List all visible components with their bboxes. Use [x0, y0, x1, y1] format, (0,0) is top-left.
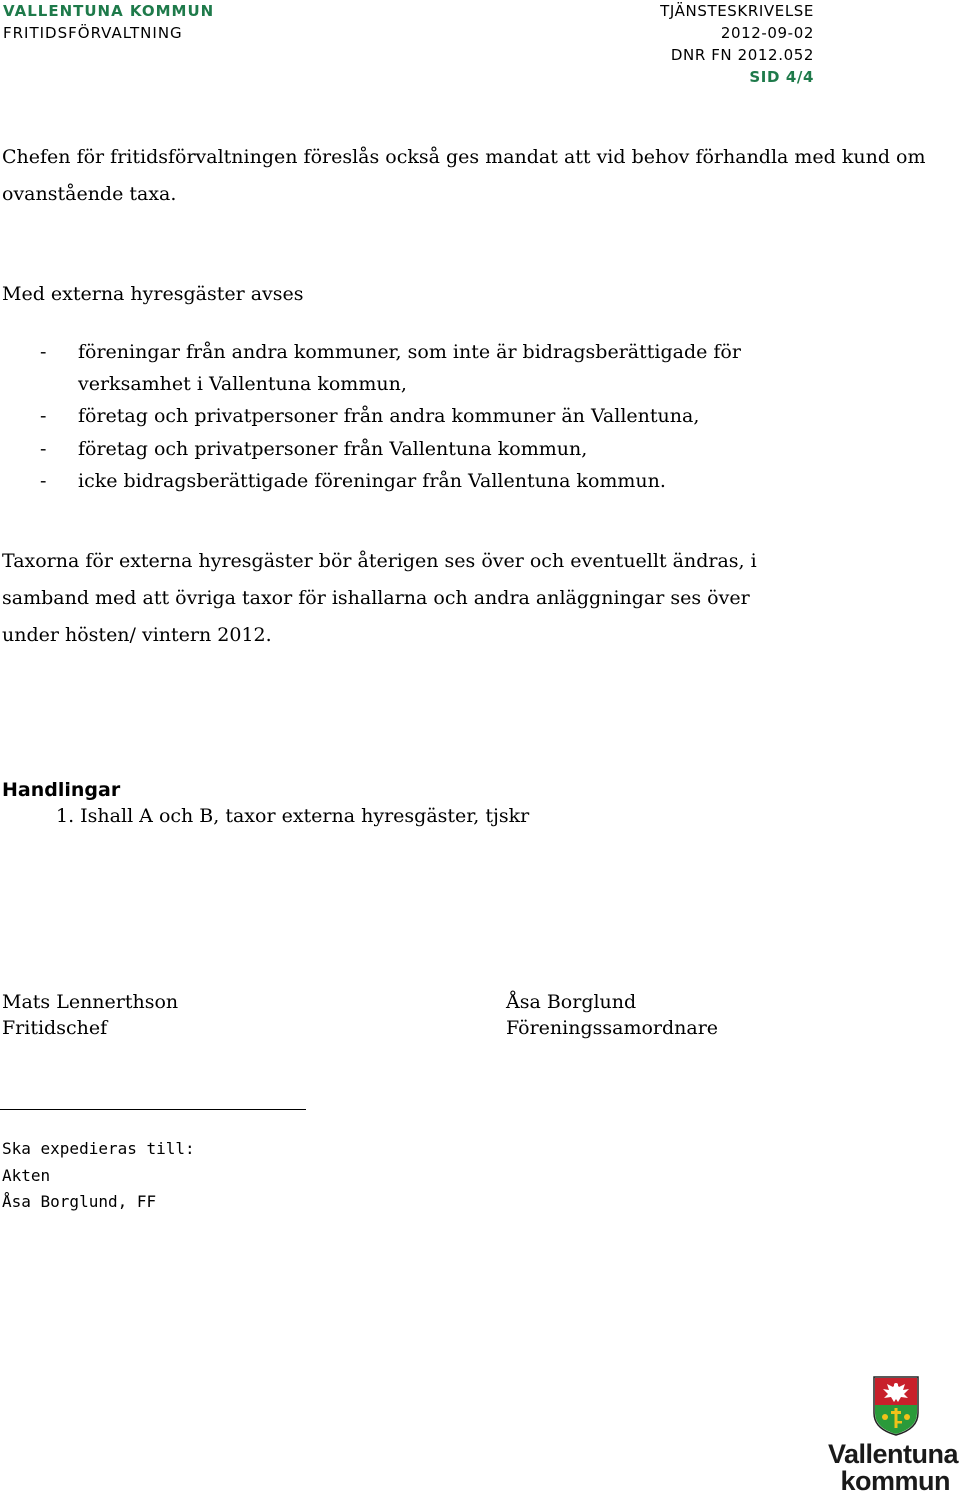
list-dash: - — [40, 341, 47, 363]
distribution-label: Ska expedieras till: — [2, 1139, 195, 1158]
list-item: icke bidragsberättigade föreningar från Vallentuna kommun. — [78, 470, 666, 492]
list-item-continuation: verksamhet i Vallentuna kommun, — [78, 373, 407, 395]
distribution-recipient: Åsa Borglund, FF — [2, 1192, 157, 1211]
signature-block-right — [506, 989, 718, 1041]
signatory-title: Föreningssamordnare — [506, 1017, 719, 1039]
paragraph-intro: Med externa hyresgäster avses — [2, 283, 304, 305]
attachment-item: 1. Ishall A och B, taxor externa hyresgäster, tjskr — [56, 805, 530, 827]
department-name: FRITIDSFÖRVALTNING — [3, 24, 183, 42]
logo-text-line2: kommun — [840, 1466, 950, 1496]
list-dash: - — [40, 405, 47, 427]
organization-name: VALLENTUNA KOMMUN — [3, 2, 215, 20]
vallentuna-logo — [827, 1375, 960, 1496]
logo-text-line1: Vallentuna — [827, 1439, 958, 1469]
list-dash: - — [40, 470, 47, 492]
list-item: företag och privatpersoner från Vallentuna kommun, — [78, 438, 588, 460]
list-item: föreningar från andra kommuner, som inte är bidragsberättigade för — [78, 341, 741, 363]
distribution-block — [2, 1136, 195, 1216]
signatory-name: Åsa Borglund — [506, 991, 637, 1013]
paragraph-mandate: Chefen för fritidsförvaltningen föreslås också ges mandat att vid behov förhandla med kund om ovanstående taxa. — [2, 146, 926, 205]
list-item: företag och privatpersoner från andra kommuner än Vallentuna, — [78, 405, 700, 427]
coat-of-arms-icon — [872, 1375, 920, 1437]
attachments-heading: Handlingar — [2, 779, 121, 801]
list-dash: - — [40, 438, 47, 460]
document-type: TJÄNSTESKRIVELSE — [660, 2, 814, 20]
signatory-title: Fritidschef — [2, 1017, 108, 1039]
page-number: SID 4/4 — [749, 68, 814, 86]
document-dnr: DNR FN 2012.052 — [670, 46, 814, 64]
paragraph-review: Taxorna för externa hyresgäster bör återigen ses över och eventuellt ändras, i samband med att övriga taxor för ishallarna och andra anläggningar ses över under hösten/ vintern 2012. — [2, 550, 757, 646]
signature-block-left — [2, 989, 178, 1041]
header-right — [514, 0, 814, 88]
document-date: 2012-09-02 — [720, 24, 814, 42]
signatory-name: Mats Lennerthson — [2, 991, 179, 1013]
header-left — [3, 0, 214, 44]
divider-line — [0, 1109, 306, 1110]
distribution-recipient: Akten — [2, 1165, 51, 1185]
